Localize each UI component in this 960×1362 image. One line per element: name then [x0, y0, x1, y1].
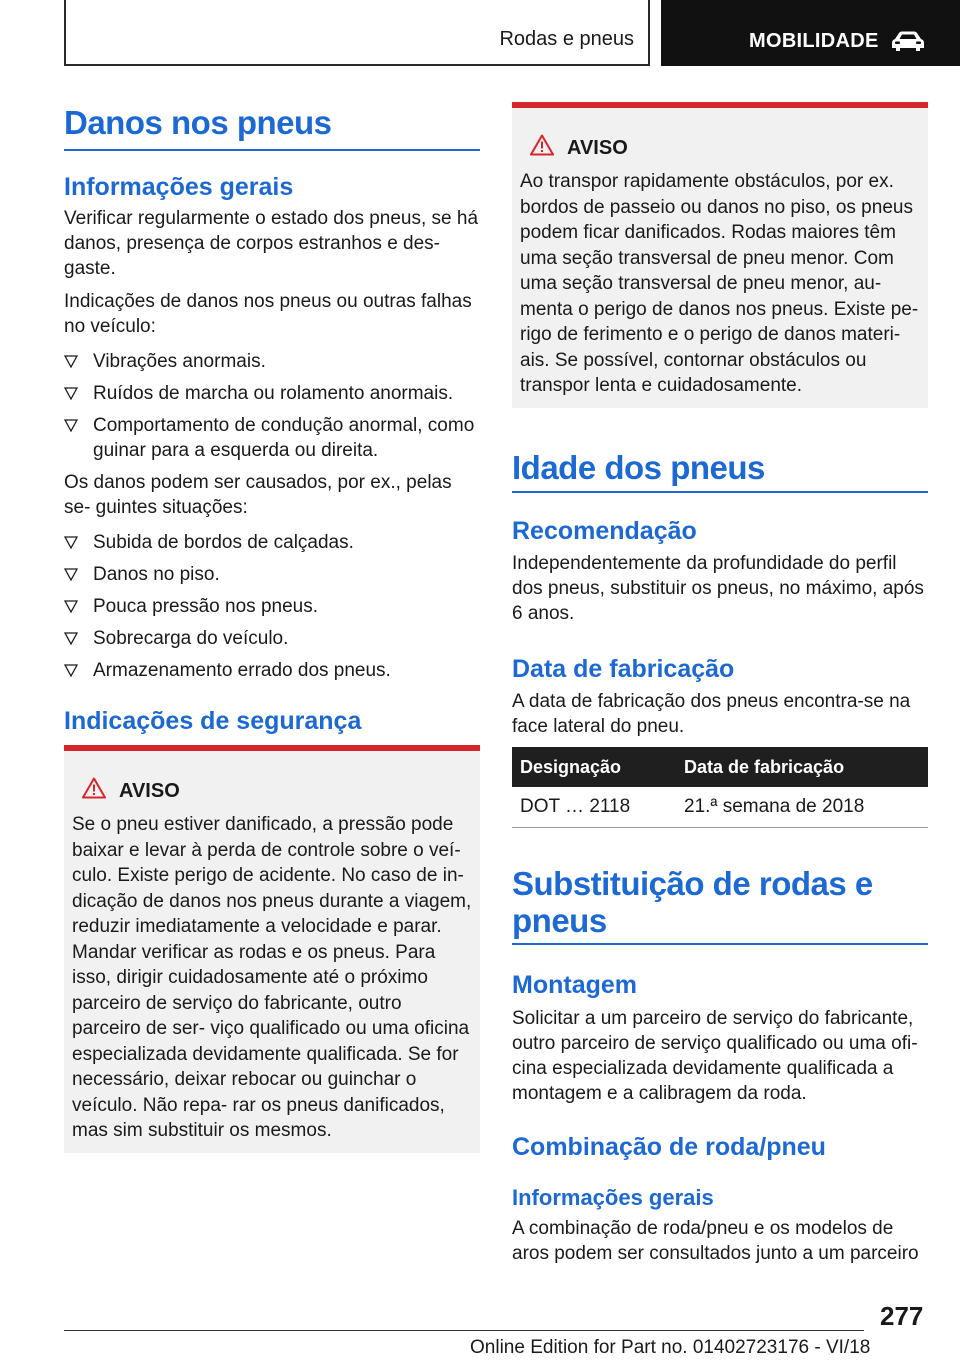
paragraph-mounting: Solicitar a um parceiro de serviço do fabricante, outro parceiro de serviço qualificado ou uma ofi- cina especializada devidamente qualificada a montagem e a calibragem da roda. [512, 1008, 918, 1104]
triangle-bullet-icon [64, 419, 78, 432]
table-cell: DOT … 2118 [512, 787, 676, 827]
page-header [0, 0, 960, 66]
heading-rule [512, 943, 928, 945]
subheading-montagem: Montagem [512, 971, 637, 999]
list-item-text: Ruídos de marcha ou rolamento anormais. [93, 383, 454, 404]
section-title: Rodas e pneus [499, 28, 634, 50]
chapter-title: MOBILIDADE [749, 30, 879, 52]
paragraph-causes: Os danos podem ser causados, por ex., pelas se- guintes situações: [64, 472, 452, 518]
subheading-recomendacao: Recomendação [512, 517, 697, 545]
triangle-bullet-icon [64, 387, 78, 400]
header-section-box [64, 0, 650, 66]
triangle-bullet-icon [64, 600, 78, 613]
paragraph-indications: Indicações de danos nos pneus ou outras falhas no veículo: [64, 291, 472, 337]
subheading-combo-informacoes: Informações gerais [512, 1185, 714, 1210]
page-number: 277 [880, 1301, 924, 1331]
table-cell: 21.ª semana de 2018 [676, 787, 928, 827]
section-heading-danos: Danos nos pneus [64, 104, 332, 141]
warning-title-text: AVISO [119, 780, 180, 802]
section-heading-substituicao: Substituição de rodas e pneus [512, 865, 873, 939]
triangle-bullet-icon [64, 664, 78, 677]
warning-title [520, 136, 920, 160]
list-item [64, 530, 480, 555]
footer-rule [64, 1330, 864, 1331]
warning-text: Se o pneu estiver danificado, a pressão pode baixar e levar à perda de controle sobre o veí- culo. Existe perigo de acidente. No caso de in- dicação de danos nos pneus durante a viagem, reduzir imediatamente a velocidade e parar. Mandar verificar as rodas e os pneus. Para isso, dirigir cuidadosamente até o próximo parceiro de serviço do fabricante, outro parceiro de ser- viço qualificado ou uma oficina especializada devidamente qualificada. Se for necessário, deixar rebocar ou guinchar o veículo. Não repa- rar os pneus danificados, mas sim substituir os mesmos. [72, 814, 472, 1141]
warning-title [72, 779, 472, 803]
section-heading-idade: Idade dos pneus [512, 449, 765, 486]
list-item [64, 349, 480, 374]
list-item-text: Armazenamento errado dos pneus. [93, 660, 391, 681]
list-item-text: Subida de bordos de calçadas. [93, 532, 354, 553]
table-header-cell: Designação [512, 747, 676, 787]
list-item [64, 562, 480, 587]
warning-icon [530, 134, 554, 156]
triangle-bullet-icon [64, 568, 78, 581]
list-item [64, 658, 480, 683]
table-header-row [512, 747, 928, 787]
table-row [512, 787, 928, 827]
list-item [64, 626, 480, 651]
footer-edition: Online Edition for Part no. 01402723176 - VI/18 [470, 1337, 871, 1358]
list-item-text: Vibrações anormais. [93, 351, 266, 372]
list-item-text: Sobrecarga do veículo. [93, 628, 289, 649]
warning-icon [82, 777, 106, 799]
cause-list [64, 530, 480, 683]
paragraph-inspection: Verificar regularmente o estado dos pneus, se há danos, presença de corpos estranhos e des- gaste. [64, 208, 479, 279]
triangle-bullet-icon [64, 355, 78, 368]
paragraph-date: A data de fabricação dos pneus encontra-se na face lateral do pneu. [512, 691, 911, 737]
subheading-informacoes-gerais: Informações gerais [64, 173, 294, 201]
subheading-seguranca: Indicações de segurança [64, 707, 362, 735]
subheading-data-fabricacao: Data de fabricação [512, 655, 735, 683]
date-table [512, 747, 928, 828]
heading-rule [512, 491, 928, 493]
heading-rule [64, 149, 480, 151]
subheading-combinacao: Combinação de roda/pneu [512, 1133, 826, 1161]
warning-box [64, 745, 480, 1153]
list-item [64, 594, 480, 619]
triangle-bullet-icon [64, 536, 78, 549]
paragraph-recommendation: Independentemente da profundidade do perfil dos pneus, substituir os pneus, no máximo, após 6 anos. [512, 553, 924, 624]
paragraph-combination: A combinação de roda/pneu e os modelos de aros podem ser consultados junto a um parceiro [512, 1218, 919, 1264]
warning-box [512, 102, 928, 408]
table-header-cell: Data de fabricação [676, 747, 928, 787]
list-item [64, 413, 480, 463]
car-icon [891, 30, 925, 52]
header-chapter-box [661, 0, 960, 66]
list-item-text: Pouca pressão nos pneus. [93, 596, 318, 617]
list-item-text: Comportamento de condução anormal, como guinar para a esquerda ou direita. [93, 415, 475, 461]
list-item [64, 381, 480, 406]
symptom-list [64, 349, 480, 463]
warning-title-text: AVISO [567, 137, 628, 159]
warning-text: Ao transpor rapidamente obstáculos, por ex. bordos de passeio ou danos no piso, os pneus podem ficar danificados. Rodas maiores têm uma seção transversal de pneu menor. Com uma seção transversal de pneu menor, au- menta o perigo de danos nos pneus. Existe pe- rigo de ferimento e o perigo de danos materi- ais. Se possível, contornar obstáculos ou transpor lenta e cuidadosamente. [520, 171, 919, 396]
triangle-bullet-icon [64, 632, 78, 645]
list-item-text: Danos no piso. [93, 564, 220, 585]
